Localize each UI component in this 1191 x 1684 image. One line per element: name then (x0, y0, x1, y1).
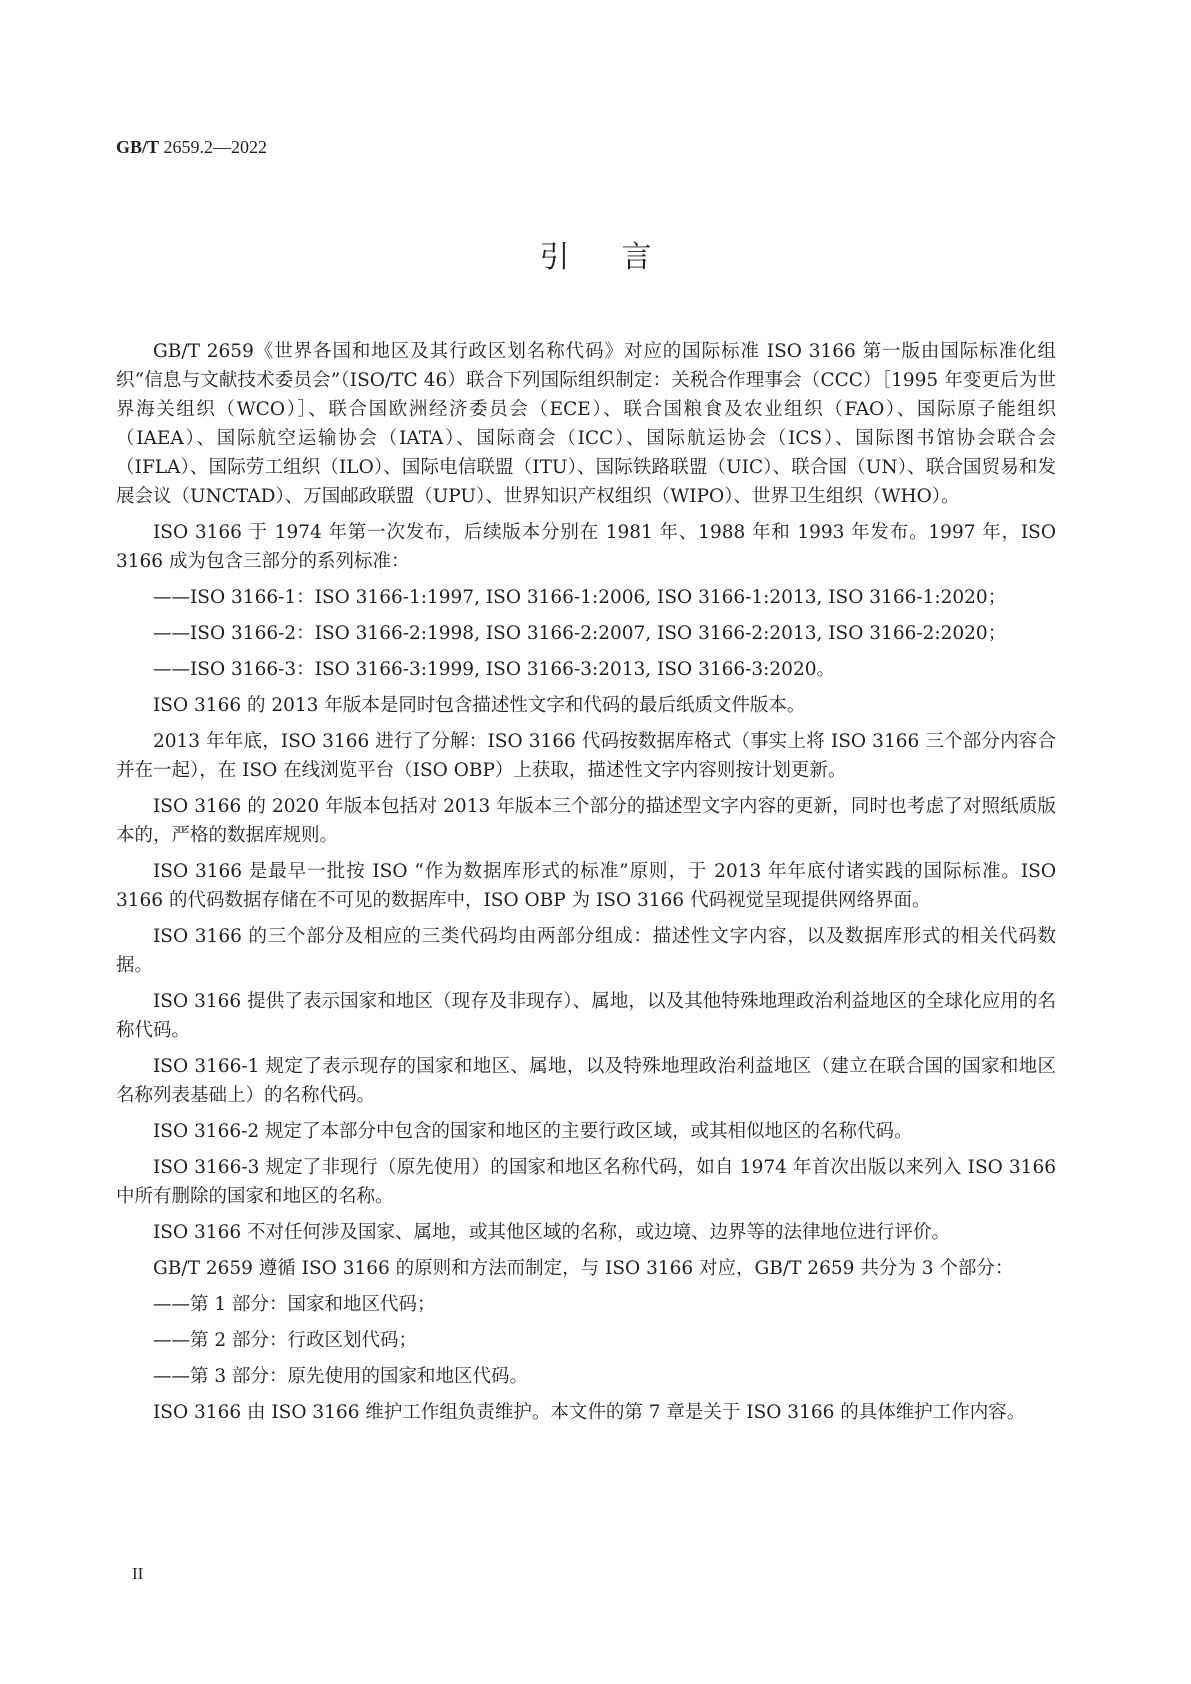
paragraph-part-3: ISO 3166-3 规定了非现行（原先使用）的国家和地区名称代码，如自 1974 年首次出版以来列入 ISO 3166 中所有删除的国家和地区的名称。 (116, 1157, 1056, 1207)
paragraph-intro-history: GB/T 2659《世界各国和地区及其行政区划名称代码》对应的国际标准 ISO 3166 第一版由国际标准化组织“信息与文献技术委员会”（ISO/TC 46）联合下列国际组织制定：关税合作理事会（CCC）［1995 年变更后为世界海关组织（WCO）］、联合国欧洲经济委员会（ECE）、联合国粮食及农业组织（FAO）、国际原子能组织（IAEA）、国际航空运输协会（IATA）、国际商会（ICC）、国际航运协会（ICS）、国际图书馆协会联合会（IFLA）、国际劳工组织（ILO）、国际电信联盟（ITU）、国际铁路联盟（UIC）、联合国（UN）、联合国贸易和发展会议（UNCTAD）、万国邮政联盟（UPU）、世界知识产权组织（WIPO）、世界卫生组织（WHO）。 (116, 341, 1056, 507)
paragraph-maintenance: ISO 3166 由 ISO 3166 维护工作组负责维护。本文件的第 7 章是关于 ISO 3166 的具体维护工作内容。 (153, 1402, 1026, 1423)
paragraph-2013-edition: ISO 3166 的 2013 年版本是同时包含描述性文字和代码的最后纸质文件版本。 (153, 695, 806, 716)
paragraph-publication-history: ISO 3166 于 1974 年第一次发布，后续版本分别在 1981 年、1988 年和 1993 年发布。1997 年，ISO 3166 成为包含三部分的系列标准： (116, 522, 1056, 572)
list-item-iso-3166-2: ——ISO 3166-2：ISO 3166-2:1998, ISO 3166-2:2007, ISO 3166-2:2013, ISO 3166-2:2020； (153, 623, 1007, 644)
paragraph-global-codes: ISO 3166 提供了表示国家和地区（现存及非现存）、属地，以及其他特殊地理政治利益地区的全球化应用的名称代码。 (116, 991, 1056, 1041)
document-code (116, 137, 267, 158)
list-item-part-3: ——第 3 部分：原先使用的国家和地区代码。 (153, 1366, 529, 1387)
paragraph-database-standard: ISO 3166 是最早一批按 ISO “作为数据库形式的标准”原则，于 2013 年年底付诸实践的国际标准。ISO 3166 的代码数据存储在不可见的数据库中，ISO OBP 为 ISO 3166 代码视觉呈现提供网络界面。 (116, 861, 1056, 911)
document-code-number: 2659.2—2022 (159, 137, 268, 157)
paragraph-three-parts: ISO 3166 的三个部分及相应的三类代码均由两部分组成：描述性文字内容，以及数据库形式的相关代码数据。 (116, 926, 1056, 976)
document-code-prefix: GB/T (116, 137, 160, 157)
paragraph-2013-split: 2013 年年底，ISO 3166 进行了分解：ISO 3166 代码按数据库格式（事实上将 ISO 3166 三个部分内容合并在一起），在 ISO 在线浏览平台（ISO OBP）上获取，描述性文字内容则按计划更新。 (116, 731, 1056, 781)
paragraph-legal-status: ISO 3166 不对任何涉及国家、属地，或其他区域的名称，或边境、边界等的法律地位进行评价。 (153, 1222, 950, 1243)
list-item-iso-3166-1: ——ISO 3166-1：ISO 3166-1:1997, ISO 3166-1:2006, ISO 3166-1:2013, ISO 3166-1:2020； (153, 587, 1007, 608)
page-title: 引言 (539, 240, 704, 275)
introduction-body (116, 337, 1056, 1434)
paragraph-2020-edition: ISO 3166 的 2020 年版本包括对 2013 年版本三个部分的描述型文字内容的更新，同时也考虑了对照纸质版本的，严格的数据库规则。 (116, 796, 1056, 846)
list-item-part-2: ——第 2 部分：行政区划代码； (153, 1330, 418, 1351)
list-item-iso-3166-3: ——ISO 3166-3：ISO 3166-3:1999, ISO 3166-3:2013, ISO 3166-3:2020。 (153, 659, 835, 680)
page-number: II (132, 1564, 144, 1583)
paragraph-part-1: ISO 3166-1 规定了表示现存的国家和地区、属地，以及特殊地理政治利益地区（建立在联合国的国家和地区名称列表基础上）的名称代码。 (116, 1056, 1056, 1106)
paragraph-part-2: ISO 3166-2 规定了本部分中包含的国家和地区的主要行政区域，或其相似地区的名称代码。 (153, 1121, 913, 1142)
paragraph-gbt-2659-parts: GB/T 2659 遵循 ISO 3166 的原则和方法而制定，与 ISO 3166 对应，GB/T 2659 共分为 3 个部分： (153, 1258, 1014, 1279)
list-item-part-1: ——第 1 部分：国家和地区代码； (153, 1294, 436, 1315)
